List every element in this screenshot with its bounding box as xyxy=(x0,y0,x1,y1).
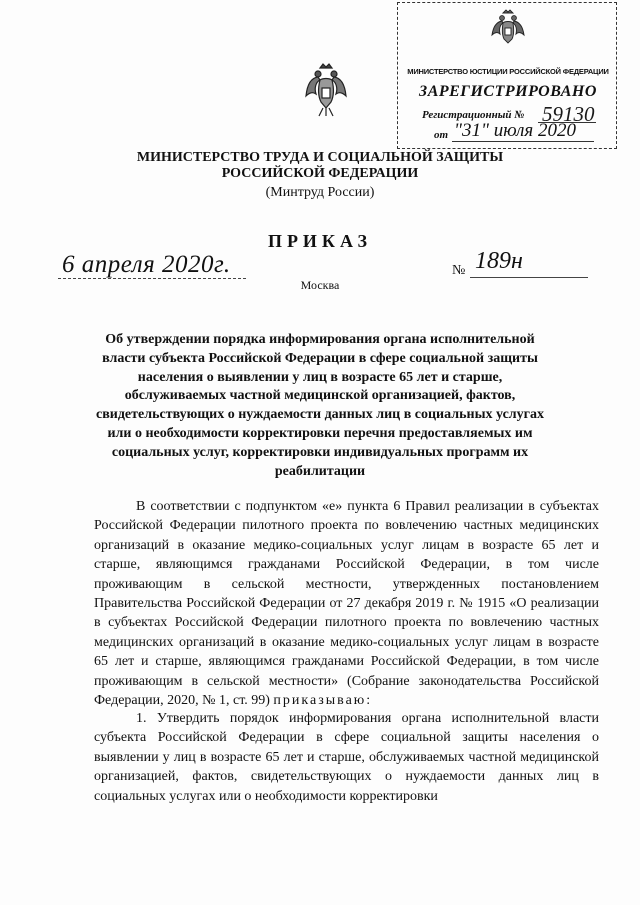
stamp-registered: ЗАРЕГИСТРИРОВАНО xyxy=(419,83,597,100)
order-title: Об утверждении порядка информирования органа исполнительной власти субъекта Российской Федерации в сфере социальной защиты населения о выявлении у лиц в возрасте 65 лет и старше, обслуживаемых частной медицинской организацией, фактов, свидетельствующих о нуждаемости данных лиц в социальных услугах или о необходимости корректировки перечня предоставляемых им социальных услуг, корректировки индивидуальных программ их реабилитации xyxy=(96,332,544,479)
stamp-date-underline xyxy=(452,141,594,142)
body-paragraph-1 xyxy=(94,497,599,710)
body-paragraph-1-text: В соответствии с подпунктом «е» пункта 6 Правил реализации в субъектах Российской Федерации пилотного проекта по вовлечению частных медицинских организаций в оказание медико-социальных услуг лицам в возрасте 65 лет и старше, являющимся гражданами Российской Федерации, в том числе проживающим в сельской местности, утвержденных постановлением Правительства Российской Федерации от 27 декабря 2019 г. № 1915 «О реализации в субъектах Российской Федерации пилотного проекта по вовлечению частных медицинских организаций в оказание медико-социальных услуг лицам в возрасте 65 лет и старше, являющимся гражданами Российской Федерации, в том числе проживающим в сельской местности» (Собрание законодательства Российской Федерации, 2020, № 1, ст. 99) xyxy=(94,499,599,709)
order-date: 6 апреля 2020г. xyxy=(62,251,231,278)
ministry-name-line1: МИНИСТЕРСТВО ТРУДА И СОЦИАЛЬНОЙ ЗАЩИТЫ xyxy=(136,150,504,165)
stamp-coat-of-arms-icon xyxy=(491,9,525,49)
stamp-number: 59130 xyxy=(542,102,595,126)
order-directive: приказываю: xyxy=(273,693,373,709)
document-type: ПРИКАЗ xyxy=(267,231,373,251)
stamp-number-label: Регистрационный № xyxy=(422,109,525,121)
ministry-name-line2: РОССИЙСКОЙ ФЕДЕРАЦИИ xyxy=(221,166,419,181)
order-number: 189н xyxy=(475,248,523,274)
body-paragraph-2: 1. Утвердить порядок информирования органа исполнительной власти субъекта Российской Федерации в сфере социальной защиты населения о выявлении у лиц в возрасте 65 лет и старше, обслуживаемых частной медицинской организацией, фактов, свидетельствующих о нуждаемости данных лиц в социальных услугах или о необходимости корректировки xyxy=(94,711,599,804)
ministry-short-name: (Минтруд России) xyxy=(265,185,375,200)
stamp-date-prefix: от xyxy=(434,129,449,141)
stamp-date: "31" июля 2020 xyxy=(454,120,576,141)
city: Москва xyxy=(300,278,340,292)
order-number-underline xyxy=(470,277,588,278)
stamp-ministry: МИНИСТЕРСТВО ЮСТИЦИИ РОССИЙСКОЙ ФЕДЕРАЦИИ xyxy=(407,67,609,76)
order-number-label: № xyxy=(452,263,466,278)
russian-coat-of-arms-icon xyxy=(304,62,348,118)
registration-stamp xyxy=(397,2,617,149)
order-date-underline xyxy=(58,278,246,279)
